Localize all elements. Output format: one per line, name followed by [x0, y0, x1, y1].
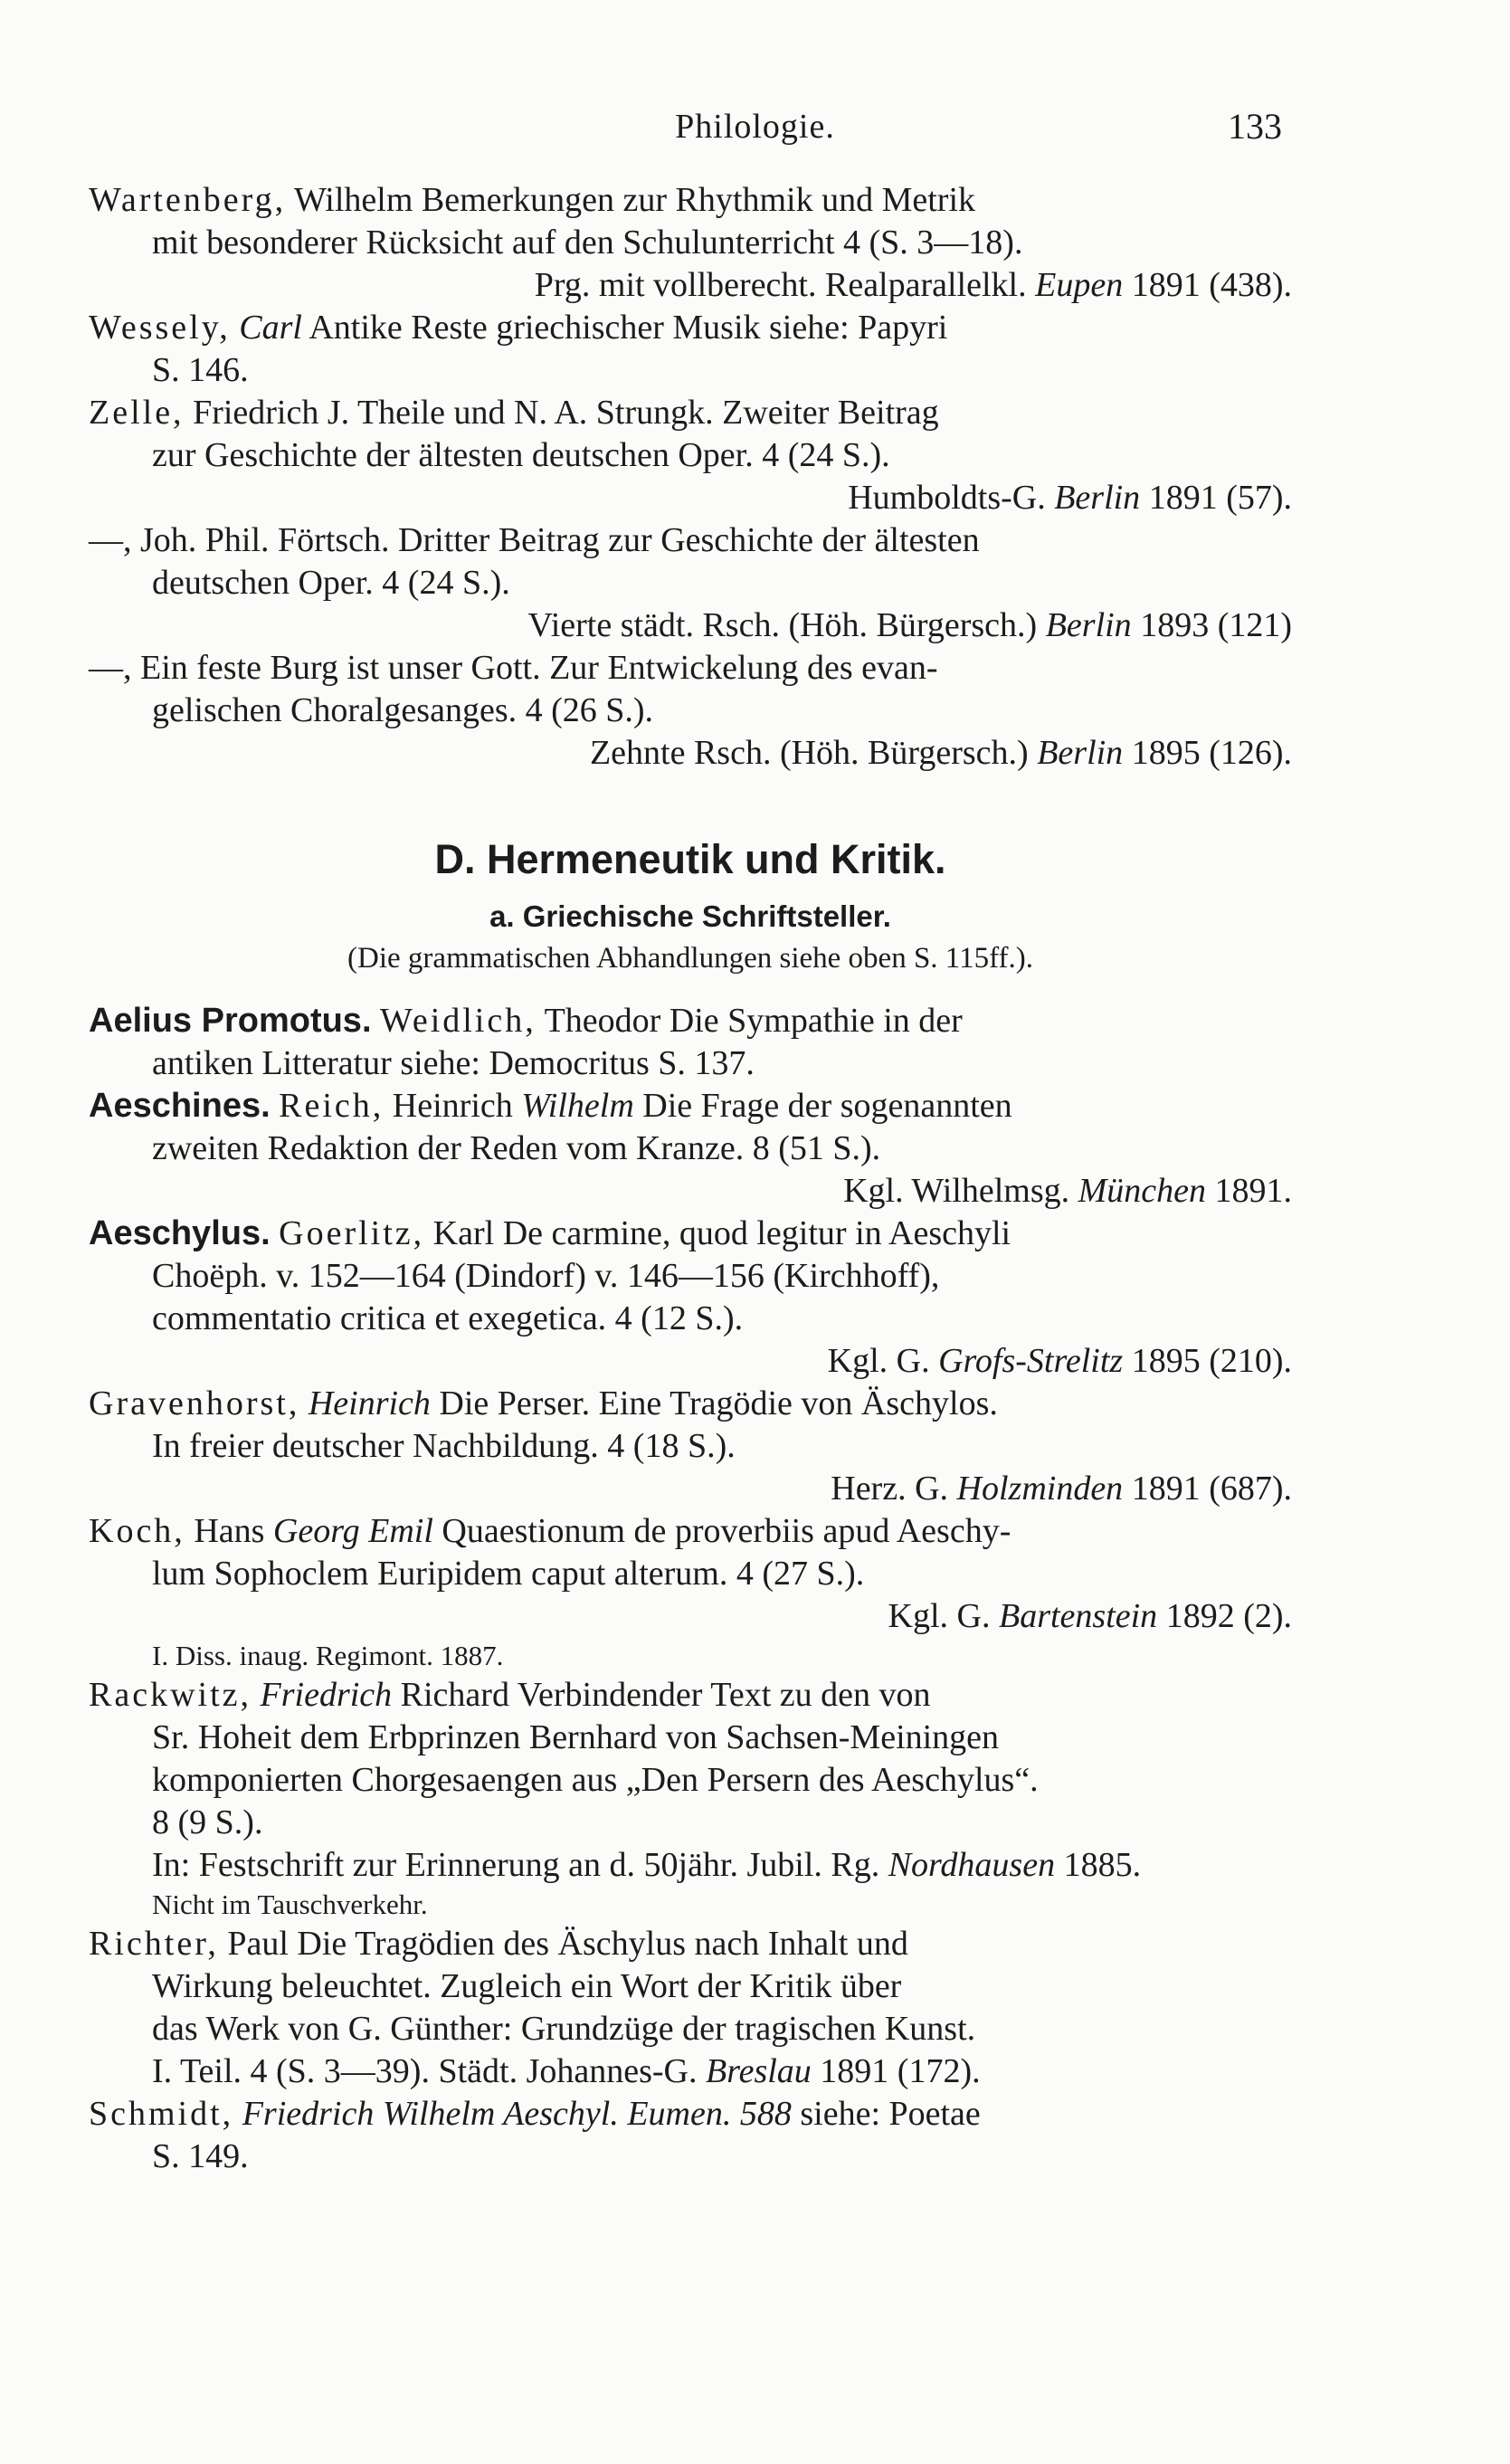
entry-aeschines: Aeschines. Reich, Heinrich Wilhelm Die Frage der sogenannten: [89, 1087, 1012, 1125]
entry-aelius-promotus: Aelius Promotus. Weidlich, Theodor Die Sympathie in der: [89, 1002, 963, 1040]
section-heading: D. Hermeneutik und Kritik.: [434, 836, 946, 882]
entry-zelle: Zelle, Friedrich J. Theile und N. A. Strungk. Zweiter Beitrag: [89, 394, 939, 432]
section-note: (Die grammatischen Abhandlungen siehe oben S. 115ff.).: [347, 942, 1033, 975]
subsection-heading: a. Griechische Schriftsteller.: [489, 899, 891, 933]
entry-note: I. Diss. inaug. Regimont. 1887.: [152, 1640, 504, 1671]
running-header: Philologie.: [675, 108, 835, 146]
entry-note: Nicht im Tauschverkehr.: [152, 1888, 428, 1920]
entry-aeschylus-goerlitz: Aeschylus. Goerlitz, Karl De carmine, quod legitur in Aeschyli: [89, 1214, 1011, 1252]
entry-wartenberg: Wartenberg, Wilhelm Bemerkungen zur Rhythmik und Metrik: [89, 181, 975, 219]
entry-koch: Koch, Hans Georg Emil Quaestionum de proverbiis apud Aeschy-: [89, 1512, 1011, 1550]
entry-gravenhorst: Gravenhorst, Heinrich Die Perser. Eine Tragödie von Äschylos.: [89, 1384, 998, 1422]
entry-schmidt: Schmidt, Friedrich Wilhelm Aeschyl. Eumen. 588 siehe: Poetae: [89, 2095, 981, 2133]
page-number: 133: [1228, 106, 1282, 147]
entry-rackwitz: Rackwitz, Friedrich Richard Verbindender Text zu den von: [89, 1676, 931, 1714]
entry-wessely: Wessely, Carl Antike Reste griechischer Musik siehe: Papyri: [89, 309, 948, 347]
entry-richter: Richter, Paul Die Tragödien des Äschylus nach Inhalt und: [89, 1925, 908, 1963]
text-column: Wartenberg, Wilhelm Bemerkungen zur Rhythmik und Metrik mit besonderer Rücksicht auf den Schulunterricht 4 (S. 3—18). Prg. mit vollberecht. Realparallelkl. Eupen 1891 (438). Wessely, Carl Antike Reste griechischer Musik siehe: Papyri S. 146. Zelle, Friedrich J. Theile und N. A. Strungk. Zweiter Beitrag zur Geschichte der ältesten deutschen Oper. 4 (24 S.). Humboldts-G. Berlin 1891 (57). —, Joh. Phil. Förtsch. Dritter Beitrag zur Geschichte der ältesten deutschen Oper. 4 (24 S.). Vierte städt. Rsch. (Höh. Bürgersch.) Berlin 1893 (121) —, Ein feste Burg ist unser Gott. Zur Entwickelung des evan- gelischen Choralgesanges. 4 (26 S.). Zehnte Rsch. (Höh. Bürgersch.) Berlin 1895 (126). D. Hermeneutik und Kritik. a. Griechische Schriftsteller. (Die grammatischen Abhandlungen siehe oben S. 115ff.). Aelius Promotus. Weidlich, Theodor Die Sympathie in der antiken Litteratur siehe: Democritus S. 137. Aeschines. Reich, Heinrich Wilhelm Die Frage der sogenannten zweiten Redaktion der Reden vom Kranze. 8 (51 S.). Kgl. Wilhelmsg. München 1891. Aeschylus. Goerlitz, Karl De carmine, quod legitur in Aeschyli Choëph. v. 152—164 (Dindorf) v. 146—156 (Kirchhoff), commentatio critica et exegetica. 4 (12 S.). Kgl. G. Grofs-Strelitz 1895 (210). Gravenhorst, Heinrich Die Perser. Eine Tragödie von Äschylos. In freier deutscher Nachbildung. 4 (18 S.). Herz. G. Holzminden 1891 (687). Koch, Hans Georg Emil Quaestionum de proverbiis apud Aeschy- lum Sophoclem Euripidem caput alterum. 4 (27 S.). Kgl. G. Bartenstein 1892 (2). I. Diss. inaug. Regimont. 1887. Rackwitz, Friedrich Richard Verbindender Text zu den von Sr. Hoheit dem Erbprinzen Bernhard von Sachsen-Meiningen komponierten Chorgesaengen aus „Den Persern des Aeschylus“. 8 (9 S.). In: Festschrift zur Erinnerung an d. 50jähr. Jubil. Rg. Nordhausen 1885. Nicht im Tauschverkehr. Richter, Paul Die Tragödien des Äschylus nach Inhalt und Wirkung beleuchtet. Zugleich ein Wort der Kritik über das Werk von G. Günther: Grundzüge der tragischen Kunst. I. Teil. 4 (S. 3—39). Städt. Johannes-G. Breslau 1891 (172). Schmidt, Friedrich Wilhelm Aeschyl. Eumen. 588 siehe: Poetae S. 149.: [89, 181, 1292, 2175]
